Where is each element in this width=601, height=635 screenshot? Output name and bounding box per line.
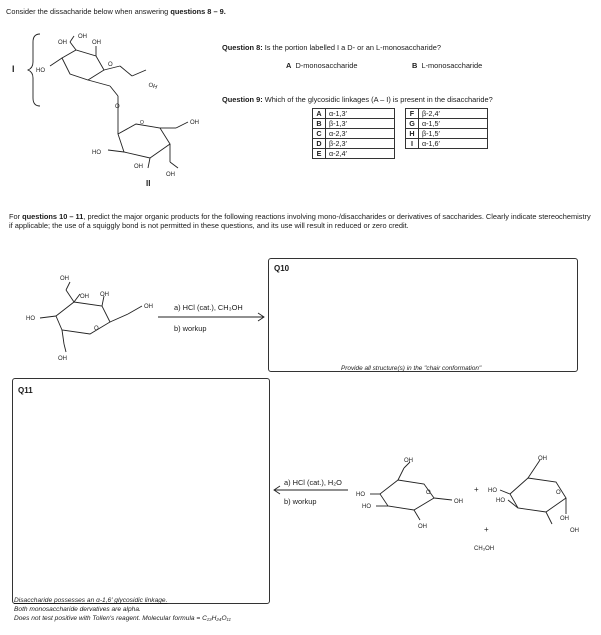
ho-1: HO xyxy=(36,68,45,74)
linkage-value: β-1,3′ xyxy=(326,119,395,129)
q11-p1-oh-bottom: OH xyxy=(418,524,427,530)
q10-label: Q10 xyxy=(274,264,290,273)
q9-text: Which of the glycosidic linkages (A – I) is present in the disaccharide? xyxy=(264,95,493,104)
q10-oh-4: OH xyxy=(144,304,153,310)
linkage-value: α-2,4′ xyxy=(326,149,395,159)
q11-clue: Does not test positive with Tollen's reagent. Molecular formula = C₁₃H₂₄O₁₁ xyxy=(14,615,231,622)
q10-oh-3: OH xyxy=(100,292,109,298)
q11-p1-ring-o: O xyxy=(426,490,431,496)
q11-p1-ho-2: HO xyxy=(362,504,371,510)
q11-p2-ring-o: O xyxy=(556,490,561,496)
linkage-value: α-1,3′ xyxy=(326,109,395,119)
linkage-value: α-2,3′ xyxy=(326,129,395,139)
q11-methanol: CH₃OH xyxy=(474,546,495,552)
q11-p2-oh-bottom: OH xyxy=(570,528,579,534)
oh-3: OH xyxy=(92,40,101,46)
q10-oh-5: OH xyxy=(58,356,67,362)
linkage-value: α-1,5′ xyxy=(419,119,488,129)
label-II: II xyxy=(146,179,151,188)
q8-option-b-text: L-monosaccharide xyxy=(421,61,483,70)
linkage-key[interactable]: I xyxy=(406,139,419,149)
oh-5: OH xyxy=(190,120,199,126)
linkage-key[interactable]: E xyxy=(313,149,326,159)
q8-text: Is the portion labelled I a D- or an L-monosaccharide? xyxy=(264,43,441,52)
q8-label: Question 8: xyxy=(222,43,263,52)
linkage-value: β-1,5′ xyxy=(419,129,488,139)
q11-plus-1: + xyxy=(474,485,479,494)
q11-p1-ho-1: HO xyxy=(356,492,365,498)
q10-reagent-a: a) HCl (cat.), CH₃OH xyxy=(174,303,243,312)
intro-questions: questions 8 – 9. xyxy=(170,7,226,16)
q8-option-b-key: B xyxy=(412,61,418,70)
instructions-prefix: For xyxy=(9,212,23,221)
linkage-key[interactable]: F xyxy=(406,109,419,119)
q10-hint: Provide all structure(s) in the "chair conformation" xyxy=(341,365,482,372)
instructions-text: , predict the major organic products for the following reactions involving mono-/disaccharides or derivatives of saccharides. Clearly indicate stereochemistry if applicable; the use of a squiggly bond is not permitted in these questions, and its use will result in reduced or zero credit. xyxy=(9,212,591,231)
linkage-value: β-2,3′ xyxy=(326,139,395,149)
q11-p1-oh-right: OH xyxy=(454,499,463,505)
q10-oh-2: OH xyxy=(80,294,89,300)
oh-4: OH xyxy=(147,82,158,91)
q10-ring-o: O xyxy=(94,326,99,332)
linkage-value: α-1,6′ xyxy=(419,139,488,149)
q10-oh-1: OH xyxy=(60,276,69,282)
q9-label: Question 9: xyxy=(222,95,263,104)
oh-6: OH xyxy=(134,164,143,170)
oh-2: OH xyxy=(78,34,87,40)
linkage-key[interactable]: C xyxy=(313,129,326,139)
q11-p2-ho-1: HO xyxy=(488,488,497,494)
linkage-key[interactable]: H xyxy=(406,129,419,139)
linkage-key[interactable]: D xyxy=(313,139,326,149)
q11-p1-oh-top: OH xyxy=(404,458,413,464)
instructions-questions: questions 10 – 11 xyxy=(22,212,84,221)
oh-1: OH xyxy=(58,40,67,46)
q10-ho: HO xyxy=(26,316,35,322)
q11-clue: Disaccharide possesses an α-1,6′ glycosidic linkage. xyxy=(14,597,168,604)
oh-7: OH xyxy=(166,172,175,178)
q11-label: Q11 xyxy=(18,386,33,395)
linkage-key[interactable]: B xyxy=(313,119,326,129)
ring-o-2: O xyxy=(140,120,144,126)
linking-o: O xyxy=(115,104,120,110)
q8-option-a-text: D-monosaccharide xyxy=(295,61,358,70)
q11-clue: Both monosaccharide dervatives are alpha. xyxy=(14,606,141,613)
q11-reagent-a: a) HCl (cat.), H₂O xyxy=(284,478,342,487)
ring-o-1: O xyxy=(108,62,113,68)
q11-p2-oh-right: OH xyxy=(560,516,569,522)
q10-reagent-b: b) workup xyxy=(174,324,207,333)
q11-plus-2: + xyxy=(484,525,489,534)
q11-p2-ho-2: HO xyxy=(496,498,505,504)
q11-p2-oh-top: OH xyxy=(538,456,547,462)
linkage-key[interactable]: G xyxy=(406,119,419,129)
ho-2: HO xyxy=(92,150,101,156)
intro-text: Consider the dissacharide below when answering xyxy=(6,7,171,16)
linkage-key[interactable]: A xyxy=(313,109,326,119)
linkage-value: β-2,4′ xyxy=(419,109,488,119)
q8-option-a-key: A xyxy=(286,61,292,70)
q11-reagent-b: b) workup xyxy=(284,497,317,506)
label-I: I xyxy=(12,64,15,74)
